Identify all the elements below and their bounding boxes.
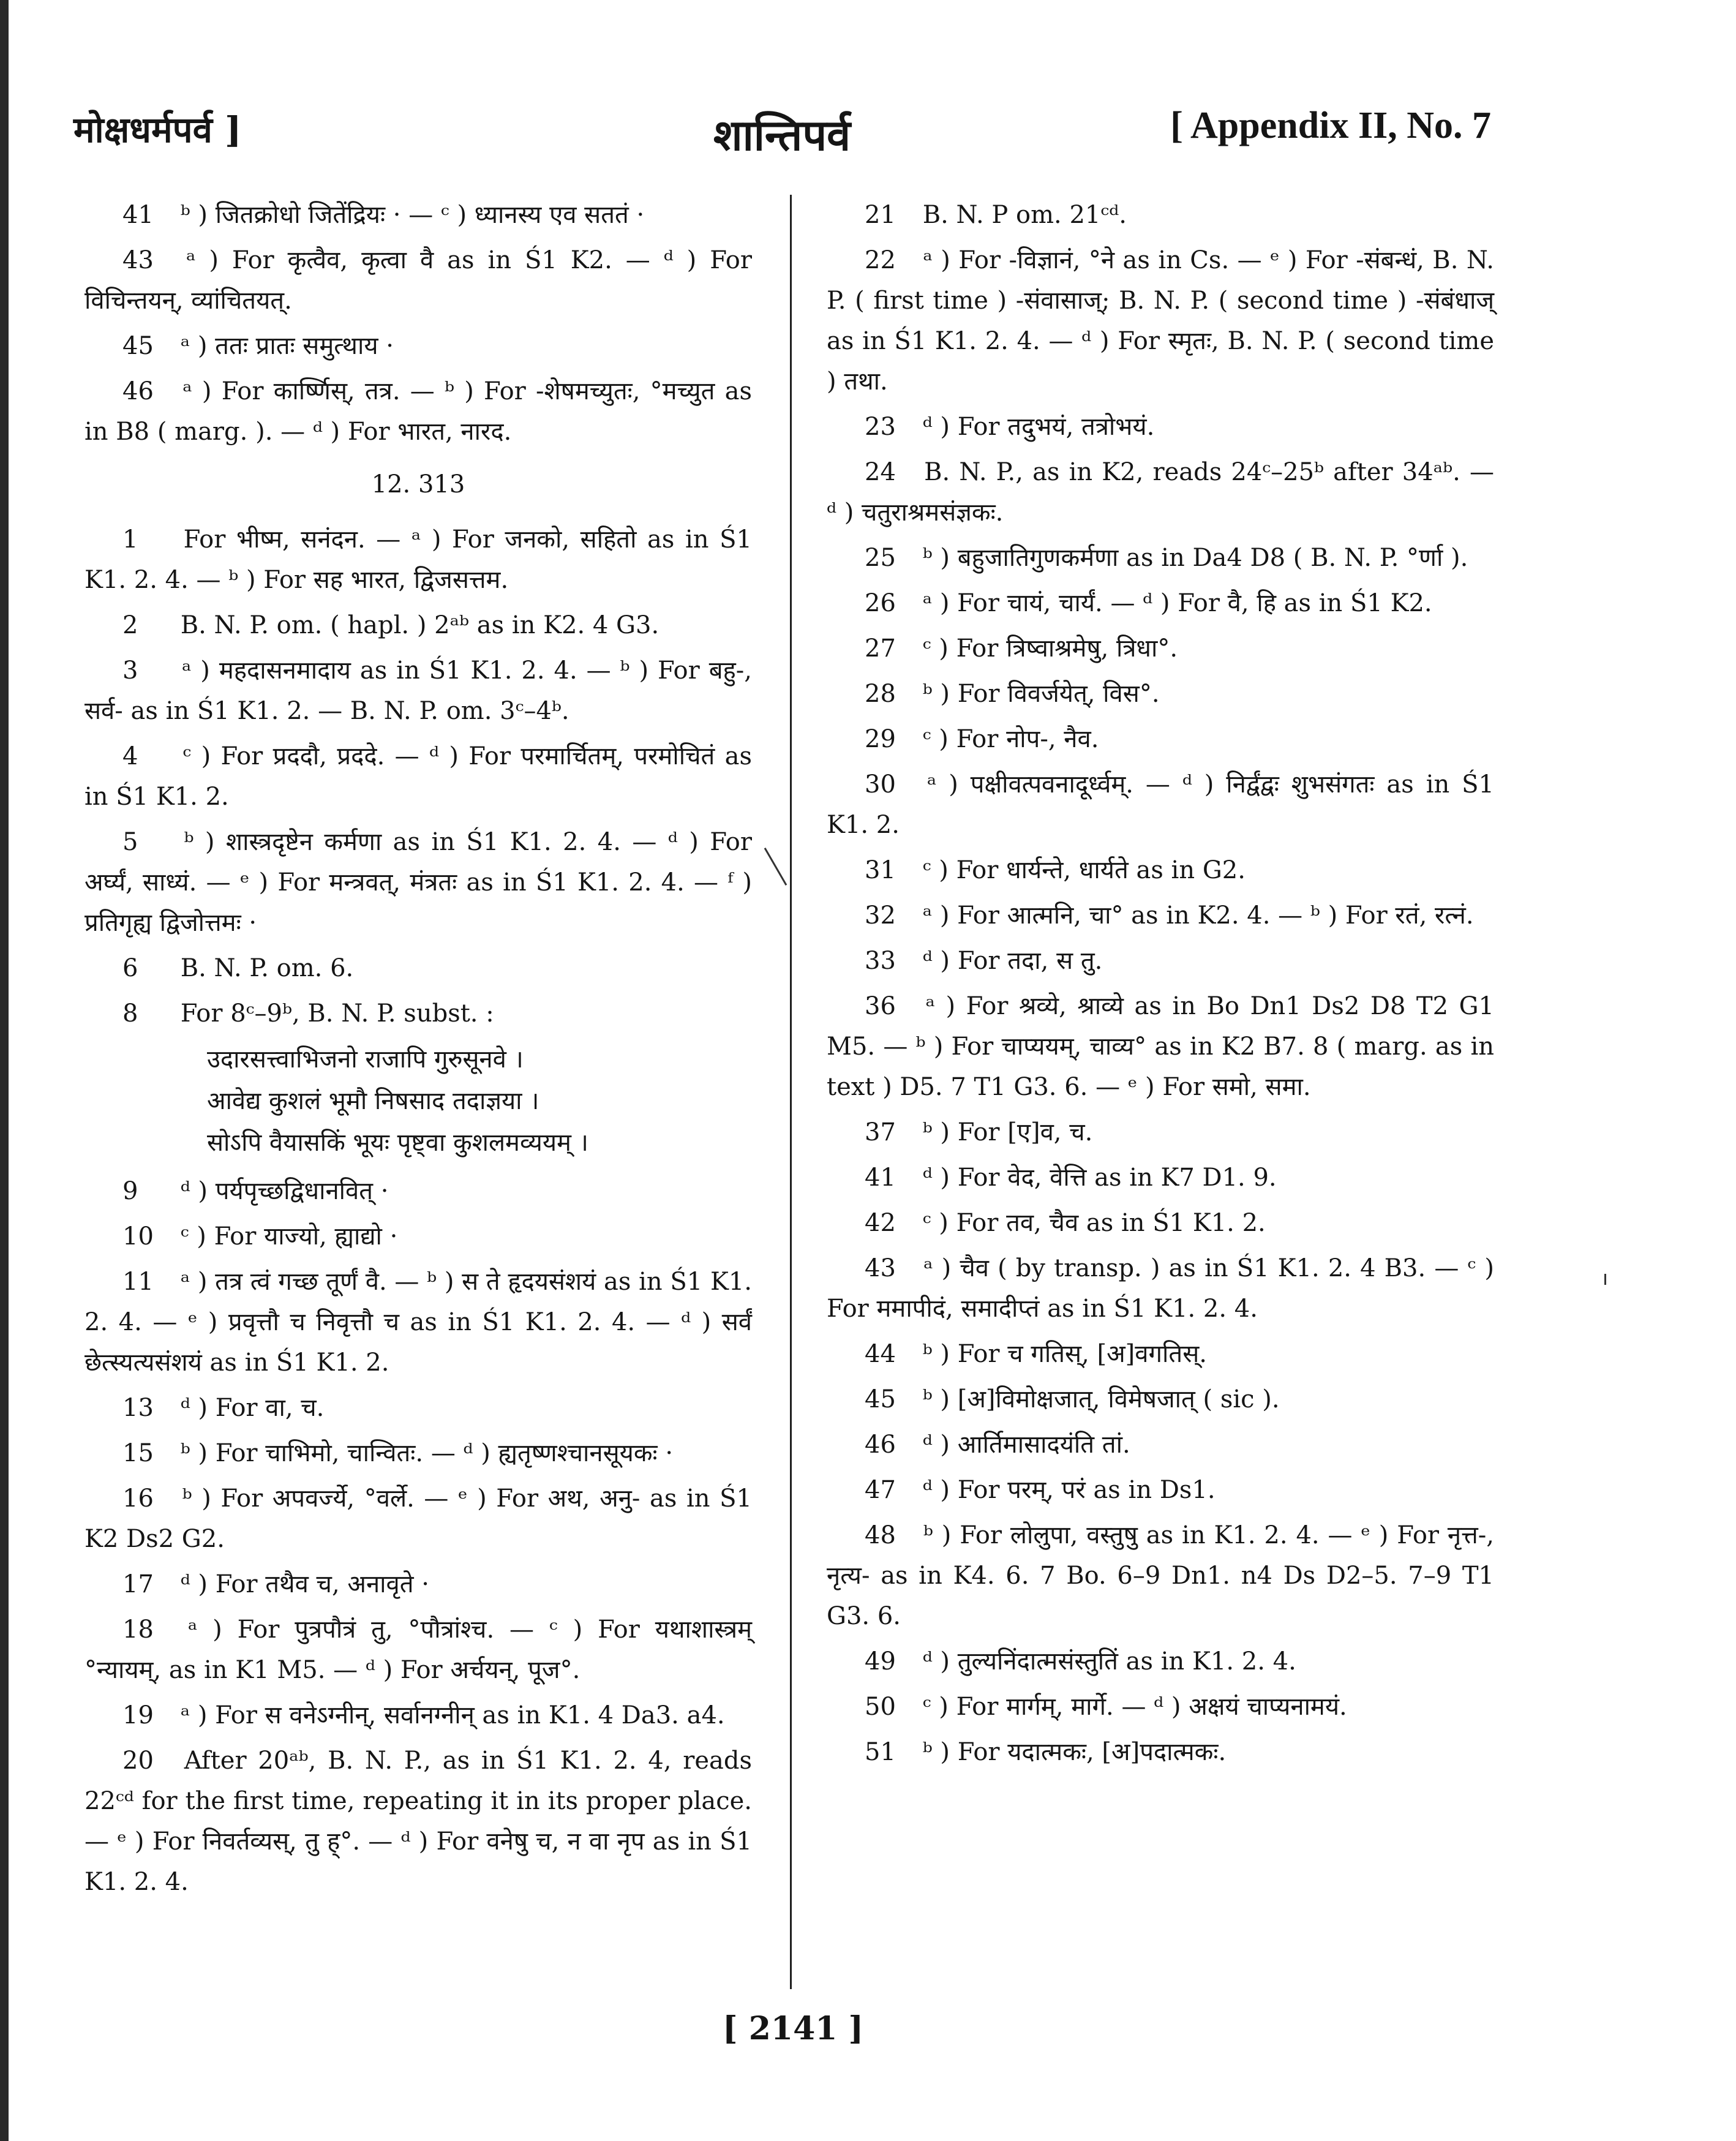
note-entry [827, 407, 1494, 447]
note-text: ᵇ ) शास्त्रदृष्टेन कर्मणा as in Ś1 K1. 2. 4. — ᵈ ) For अर्घ्यं, साध्यं. — ᵉ ) For मन्त्रवत्, मंत्रतः as in Ś1 K1. 2. 4. — ᶠ ) प्रतिगृह्य द्विजोत्तमः · [85, 828, 753, 937]
note-text: ᵃ ) For श्रव्ये, श्राव्ये as in Bo Dn1 Ds2 D8 T2 G1 M5. — ᵇ ) For चाप्ययम्, चाव्य° as in K2 B7. 8 ( marg. as in text ) D5. 7 T1 G3. 6. — ᵉ ) For समो, समा. [827, 992, 1494, 1101]
verse-number: 4 [122, 742, 138, 770]
note-text: ᵃ ) चैव ( by transp. ) as in Ś1 K1. 2. 4 B3. — ᶜ ) For ममापीदं, समादीप्तं as in Ś1 K1. 2. 4. [827, 1254, 1494, 1323]
note-entry [827, 583, 1494, 623]
note-text: ᵈ ) For वेद, वेत्ति as in K7 D1. 9. [922, 1164, 1277, 1192]
verse-number: 24 [865, 458, 896, 486]
note-text: ᵇ ) For च गतिस्, [अ]वगतिस्. [922, 1340, 1207, 1368]
running-head-left: मोक्षधर्मपर्व ] [73, 109, 242, 151]
note-entry [827, 1157, 1494, 1198]
note-entry [827, 941, 1494, 981]
note-entry [827, 986, 1494, 1107]
note-entry [85, 1388, 752, 1428]
verse-number: 22 [865, 246, 896, 274]
verse-number: 19 [122, 1701, 154, 1729]
note-text: ᶜ ) For नोप-, नैव. [922, 725, 1099, 753]
note-entry [827, 719, 1494, 759]
note-entry [85, 371, 752, 452]
note-entry [827, 1203, 1494, 1243]
verse-number: 26 [865, 589, 896, 617]
note-text: ᶜ ) For त्रिष्वाश्रमेषु, त्रिधा°. [922, 634, 1178, 663]
note-text: ᵈ ) For तथैव च, अनावृते · [180, 1570, 429, 1598]
note-text: ᵈ ) आर्तिमासादयंति तां. [922, 1431, 1130, 1459]
verse-number: 47 [865, 1476, 896, 1504]
note-text: ᵃ ) ततः प्रातः समुत्थाय · [180, 332, 394, 360]
note-entry [85, 1216, 752, 1257]
note-text: For 8ᶜ–9ᵇ, B. N. P. subst. : [180, 999, 494, 1028]
verse-number: 46 [865, 1431, 896, 1459]
note-entry [85, 1609, 752, 1690]
note-text: B. N. P om. 21ᶜᵈ. [922, 201, 1127, 229]
note-entry [85, 1171, 752, 1211]
note-entry [827, 1379, 1494, 1420]
verse-number: 1 [122, 525, 138, 554]
note-text: ᵃ ) पक्षीवत्पवनादूर्ध्वम्. — ᵈ ) निर्द्वंद्वः शुभसंगतः as in Ś1 K1. 2. [827, 770, 1494, 839]
note-text: B. N. P., as in K2, reads 24ᶜ–25ᵇ after 34ᵃᵇ. — ᵈ ) चतुराश्रमसंज्ञकः. [827, 458, 1494, 527]
note-text: ᵈ ) For वा, च. [180, 1394, 325, 1422]
note-entry [827, 195, 1494, 235]
verse-number: 43 [865, 1254, 896, 1282]
note-text: ᵈ ) For तदा, स तु. [922, 947, 1103, 975]
note-text: ᵇ ) बहुजातिगुणकर्मणा as in Da4 D8 ( B. N. P. °र्णा ). [922, 544, 1468, 572]
verse-line: सोऽपि वैयासकिं भूयः पृष्ट्वा कुशलमव्ययम् । [207, 1129, 588, 1157]
note-text: ᵃ ) महदासनमादाय as in Ś1 K1. 2. 4. — ᵇ ) For बहु-, सर्व- as in Ś1 K1. 2. — B. N. P. om. 3ᶜ–4ᵇ. [85, 657, 752, 725]
note-entry [827, 1732, 1494, 1772]
margin-mark [764, 848, 787, 886]
note-entry [85, 1740, 752, 1902]
note-entry [827, 240, 1494, 402]
verse-number: 50 [865, 1693, 896, 1721]
column-divider [790, 195, 792, 1989]
verse-number: 13 [122, 1394, 154, 1422]
verse-number: 21 [865, 201, 896, 229]
verse-number: 6 [122, 954, 138, 982]
verse-number: 25 [865, 544, 896, 572]
stray-mark [1604, 1274, 1606, 1285]
note-entry [827, 628, 1494, 669]
note-text: ᶜ ) For तव, चैव as in Ś1 K1. 2. [922, 1209, 1266, 1237]
verse-number: 3 [122, 657, 138, 685]
note-text: ᶜ ) For मार्गम्, मार्गे. — ᵈ ) अक्षयं चाप्यनामयं. [922, 1693, 1347, 1721]
entry-group-right [827, 195, 1494, 1772]
verse-line: आवेद्य कुशलं भूमौ निषसाद तदाज्ञया । [207, 1087, 539, 1115]
note-text: ᵃ ) For कार्ष्णिस्, तत्र. — ᵇ ) For -शेषमच्युतः, °मच्युत as in B8 ( marg. ). — ᵈ ) For भारत, नारद. [85, 377, 753, 446]
note-text: ᵃ ) For कृत्वैव, कृत्वा वै as in Ś1 K2. — ᵈ ) For विचिन्तयन्, व्यांचितयत्. [85, 246, 752, 315]
verse-number: 51 [865, 1738, 896, 1766]
verse-number: 2 [122, 611, 138, 639]
note-entry [85, 948, 752, 988]
note-text: ᵇ ) For [ए]व, च. [922, 1118, 1093, 1146]
note-text: ᶜ ) For धार्यन्ते, धार्यते as in G2. [922, 856, 1246, 884]
note-entry [827, 1248, 1494, 1329]
verse-number: 44 [865, 1340, 896, 1368]
note-text: ᶜ ) For प्रददौ, प्रददे. — ᵈ ) For परमार्चितम्, परमोचितं as in Ś1 K1. 2. [85, 742, 752, 811]
note-text: After 20ᵃᵇ, B. N. P., as in Ś1 K1. 2. 4, reads 22ᶜᵈ for the first time, repeating it in its proper place. — ᵉ ) For निवर्तव्यस्, तु ह्°. — ᵈ ) For वनेषु च, न वा नृप as in Ś1 K1. 2. 4. [85, 1747, 752, 1896]
verse-number: 18 [122, 1616, 154, 1644]
verse-number: 29 [865, 725, 896, 753]
verse-number: 45 [122, 332, 154, 360]
note-text: ᵇ ) जितक्रोधो जितेंद्रियः · — ᶜ ) ध्यानस्य एव सततं · [180, 201, 645, 229]
verse-number: 11 [122, 1268, 154, 1296]
verse-number: 46 [122, 377, 154, 405]
verse-number: 5 [122, 828, 138, 856]
note-text: ᵇ ) For विवर्जयेत्, विस°. [922, 680, 1160, 708]
note-entry [827, 452, 1494, 533]
verse-number: 31 [865, 856, 896, 884]
note-text: ᵈ ) For तदुभयं, तत्रोभयं. [922, 413, 1155, 441]
verse-number: 8 [122, 999, 138, 1028]
note-text: ᵃ ) For -विज्ञानं, °ने as in Cs. — ᵉ ) For -संबन्धं, B. N. P. ( first time ) -संवासाज्; B. N. P. ( second time ) -संबंधाज् as in Ś1 K1. 2. 4. — ᵈ ) For स्मृतः, B. N. P. ( second time ) तथा. [827, 246, 1494, 396]
entry-group-c [85, 1171, 752, 1902]
verse-number: 16 [122, 1484, 154, 1513]
note-entry [85, 1478, 752, 1559]
verse-number: 36 [865, 992, 896, 1020]
note-entry [827, 538, 1494, 578]
verse-number: 37 [865, 1118, 896, 1146]
note-entry [85, 1433, 752, 1473]
note-text: ᵃ ) For स वनेऽग्नीन्, सर्वानग्नीन् as in K1. 4 Da3. a4. [180, 1701, 725, 1729]
running-head-right: [ Appendix II, No. 7 [1170, 105, 1491, 146]
verse-number: 17 [122, 1570, 154, 1598]
note-entry [827, 1424, 1494, 1465]
note-text: ᵈ ) For परम्, परं as in Ds1. [922, 1476, 1216, 1504]
verse-number: 30 [865, 770, 896, 799]
verse-number: 41 [122, 201, 154, 229]
note-entry [85, 993, 752, 1034]
note-entry [827, 1687, 1494, 1727]
note-entry [85, 1695, 752, 1736]
running-head-title: शान्तिपर्व [713, 110, 851, 160]
verse-number: 9 [122, 1177, 138, 1205]
note-entry [85, 519, 752, 600]
note-entry [85, 240, 752, 321]
note-entry [85, 1564, 752, 1605]
note-text: ᵇ ) For लोलुपा, वस्तुषु as in K1. 2. 4. — ᵉ ) For नृत्त-, नृत्य- as in K4. 6. 7 Bo. 6–9 Dn1. n4 Ds D2–5. 7–9 T1 G3. 6. [827, 1521, 1494, 1630]
verse-block [85, 1039, 752, 1164]
note-text: ᵃ ) For चायं, चार्यं. — ᵈ ) For वै, हि as in Ś1 K2. [922, 589, 1432, 617]
note-entry [85, 736, 752, 817]
note-text: ᵇ ) For अपवर्ज्ये, °वर्ले. — ᵉ ) For अथ, अनु- as in Ś1 K2 Ds2 G2. [85, 1484, 752, 1553]
note-text: ᵃ ) For पुत्रपौत्रं तु, °पौत्रांश्च. — ᶜ ) For यथाशास्त्रम् °न्यायम्, as in K1 M5. — ᵈ ) For अर्चयन्, पूज°. [85, 1616, 752, 1684]
entry-group-b [85, 519, 752, 1034]
verse-number: 32 [865, 901, 896, 930]
note-entry [827, 1641, 1494, 1682]
note-entry [827, 764, 1494, 845]
verse-number: 41 [865, 1164, 896, 1192]
verse-number: 42 [865, 1209, 896, 1237]
note-entry [85, 822, 752, 943]
note-text: ᵇ ) For यदात्मकः, [अ]पदात्मकः. [922, 1738, 1227, 1766]
verse-number: 48 [865, 1521, 896, 1549]
verse-number: 10 [122, 1222, 154, 1251]
verse-number: 43 [122, 246, 154, 274]
page-number: [ 2141 ] [723, 2010, 864, 2047]
note-entry [827, 1112, 1494, 1153]
note-entry [85, 326, 752, 366]
section-heading: 12. 313 [371, 470, 465, 499]
note-entry [827, 1515, 1494, 1636]
note-text: For भीष्म, सनंदन. — ᵃ ) For जनको, सहितो as in Ś1 K1. 2. 4. — ᵇ ) For सह भारत, द्विजसत्तम. [85, 525, 753, 594]
verse-line: उदारसत्त्वाभिजनो राजापि गुरुसूनवे । [207, 1045, 524, 1074]
note-entry [85, 650, 752, 731]
scan-edge [0, 0, 9, 2141]
note-entry [827, 895, 1494, 936]
note-entry [85, 1262, 752, 1383]
note-text: ᵈ ) तुल्यनिंदात्मसंस्तुतिं as in K1. 2. 4. [922, 1647, 1296, 1676]
verse-number: 20 [122, 1747, 154, 1775]
note-text: ᵃ ) तत्र त्वं गच्छ तूर्णं वै. — ᵇ ) स ते हृदयसंशयं as in Ś1 K1. 2. 4. — ᵉ ) प्रवृत्तौ च निवृत्तौ च as in Ś1 K1. 2. 4. — ᵈ ) सर्वं छेत्स्यत्यसंशयं as in Ś1 K1. 2. [85, 1268, 753, 1377]
verse-number: 15 [122, 1439, 154, 1467]
left-column [85, 195, 752, 1907]
entry-group-a [85, 195, 752, 452]
note-entry [827, 674, 1494, 714]
note-text: B. N. P. om. 6. [180, 954, 354, 982]
verse-number: 27 [865, 634, 896, 663]
verse-number: 33 [865, 947, 896, 975]
note-entry [827, 850, 1494, 890]
note-entry [85, 605, 752, 645]
note-entry [827, 1470, 1494, 1510]
note-entry [827, 1334, 1494, 1374]
note-text: ᵇ ) For चाभिमो, चान्वितः. — ᵈ ) ह्यतृष्णश्चानसूयकः · [180, 1439, 674, 1467]
note-text: B. N. P. om. ( hapl. ) 2ᵃᵇ as in K2. 4 G3. [180, 611, 659, 639]
verse-number: 28 [865, 680, 896, 708]
verse-number: 49 [865, 1647, 896, 1676]
note-text: ᵇ ) [अ]विमोक्षजात्, विमेषजात् ( sic ). [922, 1385, 1280, 1413]
verse-number: 45 [865, 1385, 896, 1413]
verse-number: 23 [865, 413, 896, 441]
right-column [827, 195, 1494, 1777]
note-text: ᵈ ) पर्यपृच्छद्विधानवित् · [180, 1177, 389, 1205]
note-text: ᶜ ) For याज्यो, ह्याद्यो · [180, 1222, 398, 1251]
note-text: ᵃ ) For आत्मनि, चा° as in K2. 4. — ᵇ ) For रतं, रत्नं. [922, 901, 1474, 930]
note-entry [85, 195, 752, 235]
